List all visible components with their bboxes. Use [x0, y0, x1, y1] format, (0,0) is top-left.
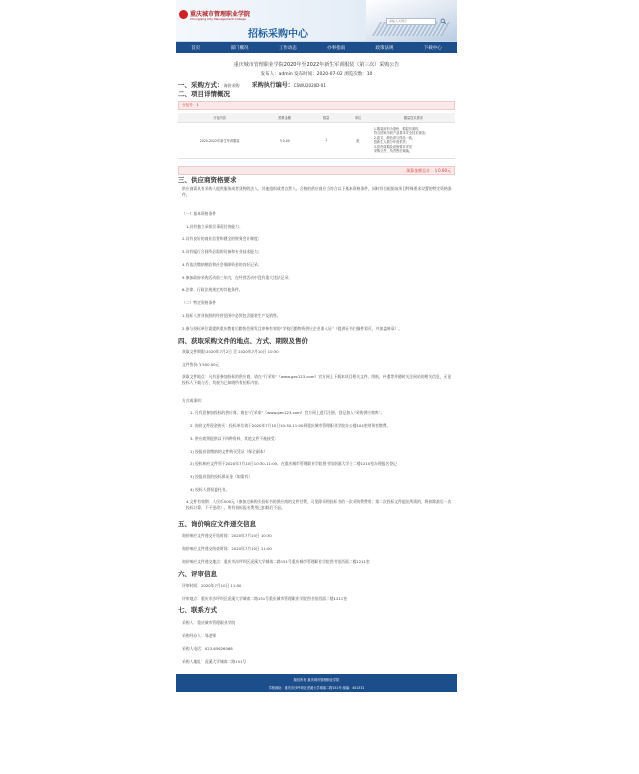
obtain-step: 2) 投标响应文件须于2020年7月10日10:30-11:00，在重庆城市管理职业学院图书馆南面大学士二楼1210室办理报名登记 [190, 461, 397, 466]
cell-content: 2020-2022年新生军训服装 [178, 122, 261, 158]
contact-line: 采购人：重庆城市管理职业学院 [182, 620, 236, 625]
section-method-heading: 一、采购方式： [178, 81, 224, 89]
qualification-intro: 供应商需具有采购人提供服务或者货物的法人、其他组织或者自然人。合格的供应商应当符合以下基本资格条件，同时符合根据该项目特殊要求设置的特定资格条件。 [182, 186, 452, 197]
package-number: 分包号：1 [178, 101, 455, 110]
col-req: 随量技术需求 [372, 113, 455, 122]
submit-place: 询价响应文件递交地点：重庆市沙坪坝区虎溪大学城南二路151号重庆城市管理职业学院图书馆西面二楼1211室 [182, 559, 370, 564]
special-item: 2.参与投标单位需提供重庆教育后勤协会颁发且审核有效的“学校后勤物资供应企业准入证”（提供证书扫描件彩页，并加盖鲜章）。 [182, 326, 403, 331]
contact-line: 采购人电话：023-65626068 [182, 646, 233, 651]
nav-guide[interactable]: 办事指南 [327, 45, 346, 51]
table-row [178, 122, 455, 158]
req-line: 1.服装用料为涤纶、棉混纺面料， [373, 126, 422, 131]
cell-qty: 1 [308, 122, 344, 158]
obtain-time: 获取文件期限:2020年7月2日 至 2020年7月10日 10:30 [182, 349, 279, 354]
method-title: 方式或事项： [182, 398, 205, 403]
school-name-en: Chongqing City Management College [190, 17, 246, 21]
special-item: 1.投标人营业执照的经营范围中必须包含服装生产及销售。 [182, 313, 281, 318]
basic-title: （一）基本资格条件 [182, 211, 217, 216]
obtain-step: 4) 投标人授权委托书。 [190, 487, 230, 492]
col-qty: 数量 [308, 113, 344, 122]
obtain-step: 3. 供应商须提供以下四种资料，其他文件不被接受： [190, 436, 279, 441]
site-title: 招标采购中心 [248, 29, 308, 40]
obtain-step: 2. 询价文件现金购买：投标单位请于2020年7月10日10:30-11:00到重庆城市管理职业学院办公楼104室财务室缴费。 [190, 423, 391, 428]
school-name: 重庆城市管理职业学院 [190, 11, 251, 18]
col-content: 分包内容 [178, 113, 261, 122]
req-line: 按新生人数分年度供货； [373, 140, 409, 144]
nav-home[interactable]: 首页 [191, 45, 201, 51]
nav-news[interactable]: 工作动态 [278, 45, 297, 51]
footer-copyright: 版权所有 重庆城市管理职业学院 [293, 678, 340, 682]
req-line: 采购文件，负责售后调换。 [373, 149, 413, 153]
basic-item: 1.具有独立承担民事责任的能力； [186, 224, 243, 229]
contact-line: 采购人地址：虎溪大学城南二路151号 [182, 659, 247, 664]
search-input[interactable]: 请输入关键字 [386, 18, 436, 25]
review-time: 评审时间：2020年7月10日 11:00 [182, 583, 242, 588]
obtain-step: 1) 投报价款缴纳的文件购买凭证（保全副本） [190, 449, 268, 454]
nav-download[interactable]: 下载中心 [423, 45, 442, 51]
section-qualification-heading: 三、供应商资格要求 [178, 176, 237, 184]
table-header-row [178, 113, 455, 122]
cell-unit: 批 [344, 122, 372, 158]
basic-item: 5.参加政府采购活动前三年内，在经营活动中没有重大违法记录； [182, 275, 292, 280]
site-header [176, 0, 457, 42]
review-place: 评审地点：重庆市沙坪坝区虎溪大学城南二路151号重庆城市管理职业学院图书馆西面二楼1211室 [182, 596, 347, 601]
basic-item: 2.具有良好的商业信誉和健全的财务会计制度； [182, 236, 262, 241]
purchase-method: 询价采购 [223, 83, 240, 88]
cell-requirements [372, 122, 455, 158]
req-line: 3.供货周期及质保要求详见 [373, 144, 412, 149]
nav-policy[interactable]: 政策法规 [375, 45, 394, 51]
obtain-step: 1. 凡有意参加投标的供应商，请在“行采家”（www.gec123.com）官方网上进行注册，登记加入“采购供应商库”。 [190, 410, 385, 415]
items-table [178, 113, 455, 159]
obtain-place: 获取文件地点：凡有意参加投标的供应商，请在“行采家”（www.gec123.com）官方网上下载本项目相关文件、图纸，补遗等并随时关注网站的相关信息，无论投标人下载与否，均视为已知晓所有招标内容。 [182, 374, 452, 385]
section-submit-heading: 五、询价响应文件递交信息 [178, 520, 256, 528]
school-logo-icon [179, 10, 188, 19]
section-method [178, 80, 326, 89]
main-nav [176, 42, 457, 53]
code-value: CSWU2020D-01 [293, 83, 326, 88]
cell-budget: ￥0.00 [261, 122, 308, 158]
col-budget: 预算金额 [261, 113, 308, 122]
page [176, 0, 457, 774]
req-line: 2.款式、颜色须与样品一致， [373, 135, 416, 140]
nav-about[interactable]: 部门概况 [230, 45, 249, 51]
col-unit: 单位 [344, 113, 372, 122]
submit-start: 询价响应文件递交开始时间：2020年7月10日 10:30 [182, 533, 272, 538]
search-icon[interactable] [440, 18, 447, 25]
special-title: （二）特定资格条件 [182, 300, 217, 305]
obtain-step: 3) 投报价款的投标保证金（如需有） [190, 474, 253, 479]
section-contact-heading: 七、联系方式 [178, 606, 217, 614]
req-line: 符合国家纺织产品基本安全技术规范； [373, 131, 429, 135]
article-meta: 发布人：admin 发布时间：2020-07-02 浏览次数：10 [260, 72, 373, 77]
basic-item: 6.法律、行政法规规定的其他条件。 [182, 287, 243, 292]
section-obtain-heading: 四、获取采购文件的地点、方式、期限及售价 [178, 337, 308, 345]
site-footer [176, 674, 457, 692]
submit-end: 询价响应文件递交结束时间：2020年7月10日 11:00 [182, 546, 272, 551]
section-review-heading: 六、评审信息 [178, 570, 217, 578]
budget-total: 预算金额总计：￥0.00元 [178, 166, 455, 175]
basic-item: 3.具有履行合同所必需的设备和专业技术能力； [182, 249, 262, 254]
section-project-heading: 二、项目详情概况 [178, 90, 230, 98]
code-label: 采购执行编号： [251, 82, 294, 89]
footer-address: 学校地址：重庆市沙坪坝区虎溪大学城南二路151号 邮编：401331 [268, 686, 365, 690]
obtain-note: 4.文件有效期：人民币500元（参加过新购买投标书的供应商的文件付费，可免除采购投标书的一次采购费费用；第二次投标文件超出所需的，将扣除最后一次投标计算，不予更改），所有投标报名费用已扣除后不退。 [186, 499, 452, 510]
contact-line: 采购经办人：邹老师 [182, 633, 217, 638]
obtain-price: 文件售价:￥500.00元 [182, 362, 220, 367]
article-title: 重庆城市管理职业学院2020年至2022年新生军训服装（第三次）采购公告 [233, 62, 400, 68]
basic-item: 4.有依法缴纳税收和社会保障资金的良好记录； [182, 262, 262, 267]
